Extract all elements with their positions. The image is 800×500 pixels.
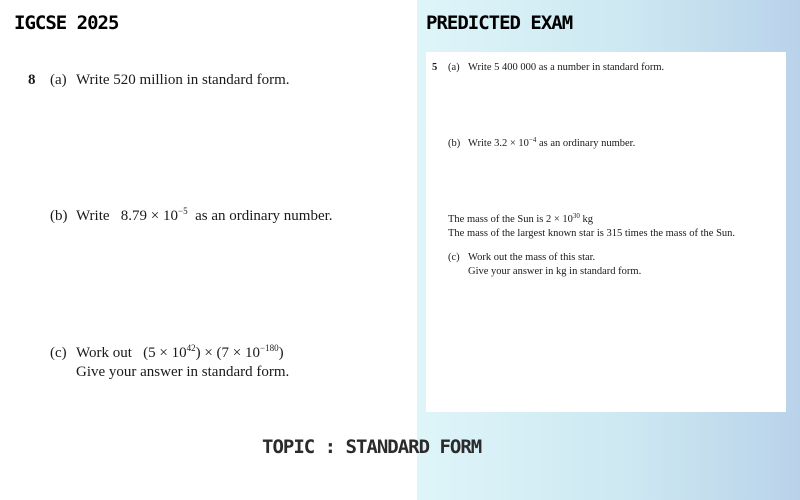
- exponent: −180: [260, 343, 279, 353]
- star-mass-line: The mass of the largest known star is 315 times the mass of the Sun.: [448, 228, 736, 239]
- part-text-end: as an ordinary number.: [187, 208, 333, 224]
- part-label: (b): [50, 208, 68, 224]
- left-part-a: [50, 72, 290, 89]
- part-text: Write 520 million in standard form.: [76, 72, 290, 88]
- exponent: 30: [572, 212, 580, 220]
- left-part-c: [50, 345, 284, 362]
- part-text-end: as an ordinary number.: [536, 138, 636, 149]
- left-heading: IGCSE 2025: [14, 12, 119, 34]
- exponent: 42: [186, 343, 196, 353]
- right-part-b: [448, 138, 635, 149]
- part-text-end: ): [278, 345, 284, 361]
- info-text: The mass of the Sun is 2 × 10: [448, 214, 573, 225]
- exam-paper: [426, 52, 786, 412]
- part-text-mid: ) × (7 × 10: [195, 345, 260, 361]
- sun-mass-line: [448, 214, 593, 225]
- part-text: Work out the mass of this star.: [468, 252, 596, 263]
- part-text: Work out (5 × 10: [76, 345, 187, 361]
- left-question-number: 8: [28, 72, 36, 88]
- part-label: (a): [448, 62, 460, 73]
- exponent: −4: [528, 136, 537, 144]
- part-label: (a): [50, 72, 67, 88]
- part-label: (c): [448, 252, 460, 263]
- part-text: Write 3.2 × 10: [468, 138, 529, 149]
- left-part-b: [50, 208, 333, 225]
- part-text: Write 5 400 000 as a number in standard form.: [468, 62, 665, 73]
- topic-caption: TOPIC : STANDARD FORM: [262, 436, 482, 458]
- part-label: (c): [50, 345, 67, 361]
- right-heading: PREDICTED EXAM: [426, 12, 573, 34]
- left-part-c-line2: Give your answer in standard form.: [76, 364, 290, 380]
- right-question-number: 5: [432, 62, 438, 73]
- exponent: −5: [178, 206, 188, 216]
- right-part-a: [448, 62, 664, 73]
- part-label: (b): [448, 138, 461, 149]
- right-part-c: [448, 252, 595, 263]
- info-text-end: kg: [579, 214, 594, 225]
- part-text: Write 8.79 × 10: [76, 208, 179, 224]
- right-part-c-line2: Give your answer in kg in standard form.: [468, 266, 642, 277]
